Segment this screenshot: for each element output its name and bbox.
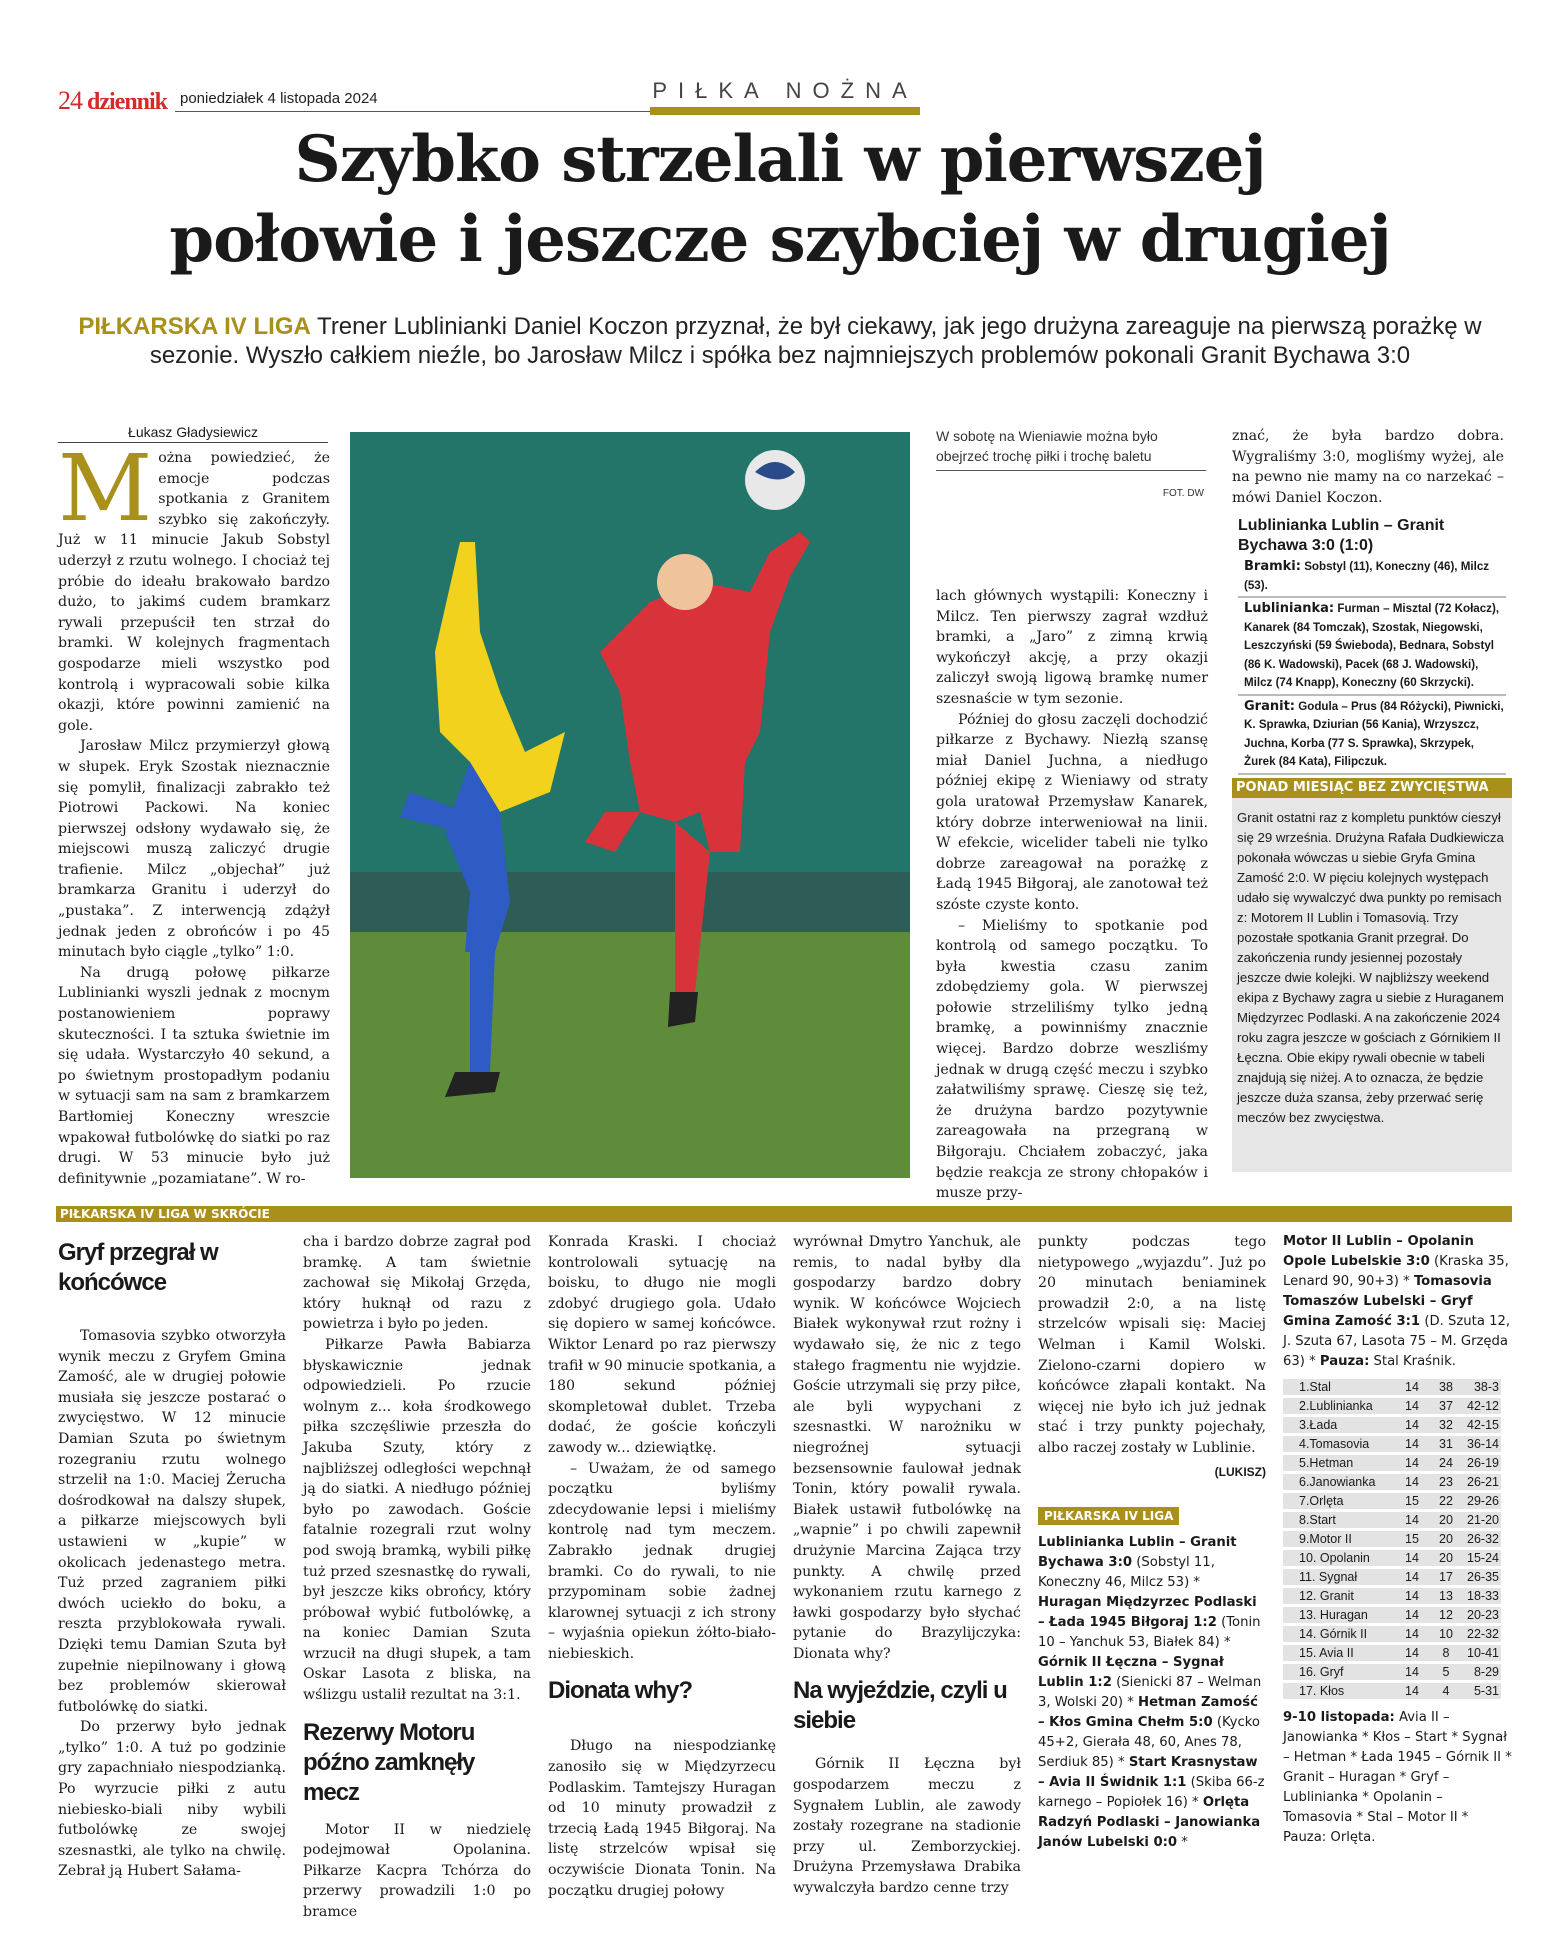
section-label: PIŁKA NOŻNA <box>652 78 918 103</box>
table-row <box>1283 1531 1501 1547</box>
table-row <box>1283 1417 1501 1433</box>
goals-line: Bramki: Sobstyl (11), Koneczny (46), Milcz (53). <box>1238 556 1506 598</box>
away-lineup: Granit: Godula – Prus (84 Różycki), Piwnicki, K. Sprawka, Dziurian (56 Kania), Wrzyszcz, Juchna, Korba (77 S. Sprawka), Skrzypek, Żurek (84 Kata), Filipczuk. <box>1238 696 1506 775</box>
brief-headline: Na wyjeździe, czyli u siebie <box>793 1677 1007 1735</box>
table-cell-team: 11. Sygnał <box>1283 1569 1395 1585</box>
table-cell-points: 10 <box>1429 1626 1463 1642</box>
table-row <box>1283 1569 1501 1585</box>
table-cell-games: 14 <box>1395 1664 1429 1680</box>
table-cell-points: 22 <box>1429 1493 1463 1509</box>
newspaper-logo: 24 dziennik <box>58 86 168 115</box>
brief-column-2: cha i bardzo dobrze zagrał pod bramkę. A tam świetnie zachował się Mikołaj Grzęda, który huknął od razu z powietrza i było po jeden. Piłkarze Pawła Babiarza błyskawicznie jednak odpowiedzieli. Po rzucie wolnym z... koła środkowego piłka szczęśliwie przeszła do Jakuba Szuty, który z najbliższej odległości wepchnął ją do siatki. A niedługo później było po zawodach. Goście fatalnie rozegrali rzut wolny pod swoją bramką, wybili piłkę tuż przed szesnastkę do rywali, był jeszcze kiks obrońcy, który próbował wybić futbolówkę, a na koniec Damian Szuta wrzucił na długi słupek, a tam Oskar Lasota z bliska, na wślizgu ustalił rezultat na 3:1. Rezerwy Motoru późno zamknęły mecz Motor II w niedzielę podejmował Opolanina. Piłkarze Kacpra Tchórza do przerwy prowadzili 1:0 po bramce <box>303 1234 531 1921</box>
table-cell-goals: 15-24 <box>1463 1550 1501 1566</box>
table-cell-games: 14 <box>1395 1436 1429 1452</box>
table-cell-games: 14 <box>1395 1455 1429 1471</box>
table-cell-team: 8.Start <box>1283 1512 1395 1528</box>
table-row <box>1283 1645 1501 1661</box>
table-cell-games: 14 <box>1395 1379 1429 1395</box>
table-row <box>1283 1626 1501 1642</box>
table-cell-goals: 26-35 <box>1463 1569 1501 1585</box>
football-players-illustration <box>350 432 910 1178</box>
briefs-band-label: PIŁKARSKA IV LIGA W SKRÓCIE <box>60 1207 270 1221</box>
table-cell-games: 14 <box>1395 1550 1429 1566</box>
table-cell-points: 23 <box>1429 1474 1463 1490</box>
table-cell-points: 8 <box>1429 1645 1463 1661</box>
table-cell-points: 5 <box>1429 1664 1463 1680</box>
results-list-cont: Motor II Lublin – Opolanin Opole Lubelskie 3:0 (Kraska 35, Lenard 90, 90+3) * Tomasovia Tomaszów Lubelski – Gryf Gmina Zamość 3:1 (D. Szuta 12, J. Szuta 67, Lasota 75 – M. Grzęda 63) * Pauza: Stal Kraśnik. <box>1283 1234 1511 1369</box>
table-row <box>1283 1455 1501 1471</box>
brief-column-4: wyrównał Dmytro Yanchuk, ale remis, to nadal byłby dla gospodarzy bardzo dobry wynik. W końcówce Wojciech Białek wykonywał rzut rożny i wydawało się, że nic z tego stałego fragmentu nie wyjdzie. Goście utrzymali się przy piłce, ale byli wypychani z szesnastki. W narożniku w niegroźnej sytuacji bezsensownie faulował jednak Tonin, który powalił rywala. Białek ustawił futbolówkę na „wapnie” i po chwili zapewnił drużynie Marcina Zająca trzy punkty. A chwilę przed wykonaniem rzutu karnego z ławki gospodarzy było słychać pytanie do Brazylijczyka: Dionata why? Na wyjeździe, czyli u siebie Górnik II Łęczna był gospodarzem meczu z Sygnałem Lublin, ale zawody zostały rozegrane na stadionie przy ul. Zemborzyckiej. Drużyna Przemysława Drabika wywalczyła bardzo cenne trzy <box>793 1234 1021 1897</box>
table-cell-goals: 8-29 <box>1463 1664 1501 1680</box>
sidebar-box: Granit ostatni raz z kompletu punktów cieszył się 29 września. Drużyna Rafała Dudkiewicza pokonała wówczas u siebie Gryfa Gmina Zamość 2:0. W pięciu kolejnych występach udało się wywalczyć dwa punkty po remisach z: Motorem II Lublin i Tomasovią. Trzy pozostałe spotkania Granit przegrał. Do zakończenia rundy jesiennej pozostały jeszcze dwie kolejki. W najbliższy weekend ekipa z Bychawy zagra u siebie z Huraganem Międzyrzec Podlaski. A na zakończenie 2024 roku zagra jeszcze w gościach z Górnikiem II Łęczna. Obie ekipy rywali obecnie w tabeli znajdują się niżej. A to oznacza, że będzie jeszcze duża szansa, żeby przerwać serię meczów bez zwycięstwa. <box>1232 798 1512 1172</box>
table-cell-team: 17. Kłos <box>1283 1683 1395 1699</box>
home-lineup: Lublinianka: Furman – Misztal (72 Kołacz), Kanarek (84 Tomczak), Szostak, Niegowski, Leszczyński (59 Świeboda), Bednara, Sobstyl (86 K. Wadowski), Pacek (68 J. Wadowski), Milcz (74 Knapp), Koneczny (60 Skrzycki). <box>1238 598 1506 696</box>
table-cell-team: 15. Avia II <box>1283 1645 1395 1661</box>
drop-cap: M <box>58 435 153 542</box>
table-cell-games: 14 <box>1395 1569 1429 1585</box>
table-cell-team: 1.Stal <box>1283 1379 1395 1395</box>
lead-kicker: PIŁKARSKA IV LIGA <box>78 313 311 340</box>
table-cell-team: 9.Motor II <box>1283 1531 1395 1547</box>
page-title: Szybko strzelali w pierwszej połowie i jeszcze szybciej w drugiej <box>169 122 1391 277</box>
ball-icon <box>745 450 805 510</box>
table-cell-points: 4 <box>1429 1683 1463 1699</box>
article-col-4: znać, że była bardzo dobra. Wygraliśmy 3:0, mogliśmy wyżej, ale na pewno nie mamy na co narzekać – mówi Daniel Koczon. <box>1232 428 1504 506</box>
table-row <box>1283 1607 1501 1623</box>
table-cell-points: 12 <box>1429 1607 1463 1623</box>
table-row <box>1283 1683 1501 1699</box>
table-row <box>1283 1664 1501 1680</box>
table-cell-goals: 26-19 <box>1463 1455 1501 1471</box>
brief-gryf: Gryf przegrał w końcówce Tomasovia szybko otworzyła wynik meczu z Gryfem Gmina Zamość, ale w drugiej połowie musiała się jeszcze postarać o zwycięstwo. W 12 minucie Damian Szuta po świetnym rozegraniu rzutu wolnego strzelił na 1:0. Maciej Żerucha dośrodkował na dalszy słupek, a piłkarze miejscowych byli ustawieni w „kupie” w okolicach jedenastego metra. Tuż przed zagraniem piłki dwóch uciekło do boku, a reszta przyblokowała rywali. Dzięki temu Damian Szuta był zupełnie niepilnowany i głową bez problemów skierował futbolówkę do siatki. Do przerwy było jednak „tylko” 1:0. A tuż po godzinie gry zapachniało niespodzianką. Po wyrzucie piłki z autu niebiesko-biali niby wybili futbolówkę ze swojej szesnastki, ale tylko na chwilę. Zebrał ją Hubert Sałama- <box>58 1239 286 1880</box>
table-cell-games: 14 <box>1395 1398 1429 1414</box>
brief-column-6 <box>1283 1232 1513 1848</box>
table-cell-team: 4.Tomasovia <box>1283 1436 1395 1452</box>
table-row <box>1283 1379 1501 1395</box>
league-table <box>1283 1376 1501 1702</box>
sidebar-title: PONAD MIESIĄC BEZ ZWYCIĘSTWA <box>1232 778 1512 798</box>
table-row <box>1283 1474 1501 1490</box>
header-rule <box>175 111 650 112</box>
table-row <box>1283 1398 1501 1414</box>
table-row <box>1283 1493 1501 1509</box>
table-row <box>1283 1550 1501 1566</box>
brief-headline: Rezerwy Motoru późno zamknęły mecz <box>303 1718 475 1806</box>
article-col-3: lach głównych wystąpili: Koneczny i Milcz. Ten pierwszy zagrał wzdłuż bramki, a „Jaro” z zimną krwią wykończył akcję, a przy okazji zaliczył swoją ligową bramkę numer szesnaście w tym sezonie. Później do głosu zaczęli dochodzić piłkarze z Bychawy. Niezłą szansę miał Daniel Juchna, a niedługo później ekipę z Wieniawy od straty gola uratował Przemysław Kanarek, który dobrze interweniował na linii. W efekcie, wicelider tabeli nie tylko dobrze zareagował na porażkę z Ładą 1945 Biłgoraj, ale zanotował też szóste czyste konto. – Mieliśmy to spotkanie pod kontrolą od samego początku. To była kwestia czasu zanim zdobędziemy gola. W pierwszej połowie strzeliliśmy tylko jedną bramkę, a powinniśmy znacznie więcej. Bardzo dobrze weszliśmy jednak w drugą część meczu i szybko załatwiliśmy sprawę. Cieszę się też, że drużyna bardzo pozytywnie zareagowała na przegraną w Biłgoraju. Chciałem zobaczyć, jaka będzie reakcja ze strony chłopaków i musze przy- <box>936 588 1208 1202</box>
next-round: 9-10 listopada: Avia II – Janowianka * Kłos – Start * Sygnał – Hetman * Łada 1945 – Górnik II * Granit – Huragan * Gryf – Lublinianka * Opolanin – Tomasovia * Stal – Motor II * Pauza: Orlęta. <box>1283 1710 1512 1845</box>
briefs-band <box>56 1206 1512 1222</box>
table-cell-points: 24 <box>1429 1455 1463 1471</box>
table-cell-goals: 38-3 <box>1463 1379 1501 1395</box>
table-row <box>1283 1436 1501 1452</box>
table-cell-goals: 18-33 <box>1463 1588 1501 1604</box>
brief-headline: Dionata why? <box>548 1677 693 1705</box>
byline: Łukasz Gładysiewicz <box>58 424 328 443</box>
table-cell-team: 3.Łada <box>1283 1417 1395 1433</box>
table-cell-games: 14 <box>1395 1512 1429 1528</box>
table-row <box>1283 1512 1501 1528</box>
match-report <box>1238 516 1506 775</box>
match-title: Lublinianka Lublin – Granit Bychawa 3:0 (1:0) <box>1238 517 1445 554</box>
table-cell-games: 14 <box>1395 1645 1429 1661</box>
table-cell-team: 13. Huragan <box>1283 1607 1395 1623</box>
table-cell-team: 5.Hetman <box>1283 1455 1395 1471</box>
table-cell-points: 20 <box>1429 1550 1463 1566</box>
photo-caption: W sobotę na Wieniawie można było obejrzeć trochę piłki i trochę baletu <box>936 426 1206 471</box>
table-cell-goals: 20-23 <box>1463 1607 1501 1623</box>
table-cell-goals: 26-32 <box>1463 1531 1501 1547</box>
table-cell-goals: 42-15 <box>1463 1417 1501 1433</box>
brief-column-5: punkty podczas tego nietypowego „wyjazdu”. Już po 20 minutach beniaminek prowadził 2:0, a na listę strzelców wpisali się: Maciej Welman i Kamil Wolski. Zielono-czarni dopiero w końcówce złapali kontakt. Na więcej nie było ich już jednak stać i trzy punkty pojechały, albo raczej zostały w Lublinie. (LUKISZ) PIŁKARSKA IV LIGA Lublinianka Lublin – Granit Bychawa 3:0 (Sobstyl 11, Koneczny 46, Milcz 53) * Huragan Międzyrzec Podlaski – Łada 1945 Biłgoraj 1:2 (Tonin 10 – Yanchuk 53, Białek 84) * Górnik II Łęczna – Sygnał Lublin 1:2 (Sienicki 87 – Welman 3, Wolski 20) * Hetman Zamość – Kłos Gmina Chełm 5:0 (Kycko 45+2, Gierała 48, 60, Anes 78, Serdiuk 85) * Start Krasnystaw – Avia II Świdnik 1:1 (Skiba 66-z karnego – Popiołek 16) * Orlęta Radzyń Podlaski – Janowianka Janów Lubelski 0:0 * <box>1038 1232 1266 1853</box>
photo-credit: FOT. DW <box>1162 488 1204 499</box>
author-signature: (LUKISZ) <box>1214 1464 1266 1479</box>
table-row <box>1283 1588 1501 1604</box>
table-cell-goals: 26-21 <box>1463 1474 1501 1490</box>
table-cell-points: 17 <box>1429 1569 1463 1585</box>
table-cell-points: 38 <box>1429 1379 1463 1395</box>
section-bar <box>650 107 920 115</box>
table-cell-games: 14 <box>1395 1588 1429 1604</box>
table-cell-team: 10. Opolanin <box>1283 1550 1395 1566</box>
table-cell-team: 16. Gryf <box>1283 1664 1395 1680</box>
table-cell-team: 6.Janowianka <box>1283 1474 1395 1490</box>
brief-headline: Gryf przegrał w końcówce <box>58 1239 218 1296</box>
table-cell-team: 2.Lublinianka <box>1283 1398 1395 1414</box>
issue-date: poniedziałek 4 listopada 2024 <box>180 90 378 107</box>
table-cell-goals: 21-20 <box>1463 1512 1501 1528</box>
article-col-1: Można powiedzieć, że emocje podczas spotkania z Granitem szybko się zakończyły. Już w 11 minucie Jakub Sobstyl uderzył z rzutu wolnego. I chociaż tej próbie do ideału brakowało bardzo dużo, to jakimś cudem bramkarz rywali przepuścił ten strzał do bramki. W kolejnych fragmentach gospodarze mieli wszystko pod kontrolą i wypracowali sobie kilka okazji, które powinni zamienić na gole. Jarosław Milcz przymierzył głową w słupek. Eryk Szostak nieznacznie się pomylił, finalizacji zabrakło też Piotrowi Packowi. Na koniec pierwszej odsłony wydawało się, że miejscowi muszą zaliczyć drugie trafienie. Milcz „objechał” już bramkarza Granitu i uderzył do „pustaka”. Z interwencją zdążył jednak jeden z obrońców i po 45 minutach było ciągle „tylko” 1:0. Na drugą połowę piłkarze Lublinianki wyszli jednak z mocnym postanowieniem poprawy skuteczności. I ta sztuka świetnie im się udała. Wystarczyło 40 sekund, a po świetnym prostopadłym podaniu w sytuacji sam na sam z bramkarzem Bartłomiej Koneczny wreszcie wpakował futbolówkę do siatki po raz drugi. W 53 minucie było już definitywnie „pozamiatane”. W ro- <box>58 435 330 1187</box>
table-cell-goals: 22-32 <box>1463 1626 1501 1642</box>
table-cell-games: 14 <box>1395 1626 1429 1642</box>
table-cell-team: 12. Granit <box>1283 1588 1395 1604</box>
table-cell-goals: 36-14 <box>1463 1436 1501 1452</box>
table-cell-goals: 42-12 <box>1463 1398 1501 1414</box>
table-cell-games: 15 <box>1395 1493 1429 1509</box>
table-cell-games: 14 <box>1395 1683 1429 1699</box>
table-cell-goals: 29-26 <box>1463 1493 1501 1509</box>
table-cell-goals: 5-31 <box>1463 1683 1501 1699</box>
table-cell-points: 32 <box>1429 1417 1463 1433</box>
table-cell-points: 31 <box>1429 1436 1463 1452</box>
table-cell-points: 13 <box>1429 1588 1463 1604</box>
table-cell-team: 7.Orlęta <box>1283 1493 1395 1509</box>
table-cell-games: 15 <box>1395 1531 1429 1547</box>
results-label: PIŁKARSKA IV LIGA <box>1038 1507 1179 1525</box>
brief-column-3: Konrada Kraski. I chociaż kontrolowali sytuację na boisku, to długo nie mogli zdobyć drugiego gola. Udało się dopiero w samej końcówce. Wiktor Lenard po raz pierwszy trafił w 90 minucie spotkania, a 180 sekund później skompletował dublet. Trzeba dodać, że goście kończyli zawody w... dziewiątkę. – Uważam, że od samego początku byliśmy zdecydowanie lepsi i mieliśmy kontrolę nad tym meczem. Zabrakło jednak drugiej bramki. Co do rywali, to nie przypominam sobie żadnej klarownej sytuacji z ich strony – wyjaśnia opiekun żółto-biało-niebieskich. Dionata why? Długo na niespodziankę zanosiło się w Międzyrzecu Podlaskim. Tamtejszy Huragan od 10 minuty prowadził z trzecią Ładą 1945 Biłgoraj. Na listę strzelców wpisał się oczywiście Dionata Tonin. Na początku drugiej połowy <box>548 1234 776 1899</box>
results-list: Lublinianka Lublin – Granit Bychawa 3:0 (Sobstyl 11, Koneczny 46, Milcz 53) * Huragan Międzyrzec Podlaski – Łada 1945 Biłgoraj 1:2 (Tonin 10 – Yanchuk 53, Białek 84) * Górnik II Łęczna – Sygnał Lublin 1:2 (Sienicki 87 – Welman 3, Wolski 20) * Hetman Zamość – Kłos Gmina Chełm 5:0 (Kycko 45+2, Gierała 48, 60, Anes 78, Serdiuk 85) * Start Krasnystaw – Avia II Świdnik 1:1 (Skiba 66-z karnego – Popiołek 16) * Orlęta Radzyń Podlaski – Janowianka Janów Lubelski 0:0 * <box>1038 1534 1265 1850</box>
table-cell-points: 20 <box>1429 1512 1463 1528</box>
table-cell-points: 37 <box>1429 1398 1463 1414</box>
table-cell-team: 14. Górnik II <box>1283 1626 1395 1642</box>
match-photo <box>350 432 910 1178</box>
article-lead: PIŁKARSKA IV LIGA Trener Lublinianki Daniel Koczon przyznał, że był ciekawy, jak jego drużyna zareaguje na pierwszą porażkę w sezonie. Wyszło całkiem nieźle, bo Jarosław Milcz i spółka bez najmniejszych problemów pokonali Granit Bychawa 3:0 <box>78 313 1482 369</box>
table-cell-games: 14 <box>1395 1607 1429 1623</box>
table-cell-games: 14 <box>1395 1417 1429 1433</box>
table-cell-games: 14 <box>1395 1474 1429 1490</box>
table-cell-goals: 10-41 <box>1463 1645 1501 1661</box>
table-cell-points: 20 <box>1429 1531 1463 1547</box>
